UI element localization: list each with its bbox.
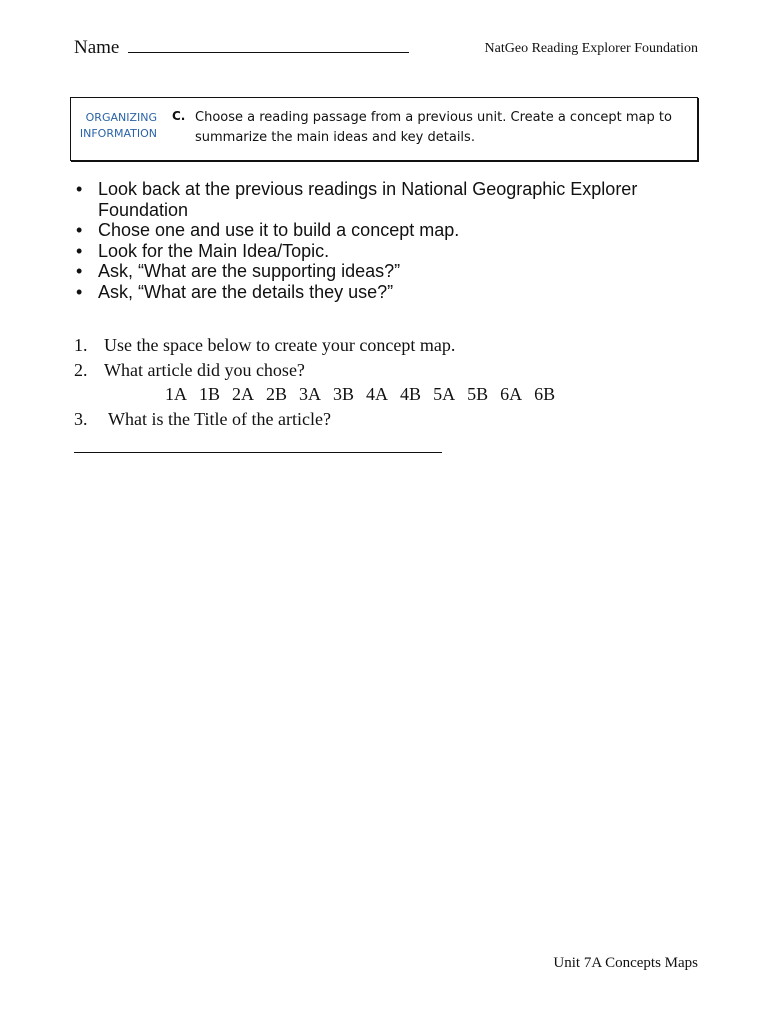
choice-5b[interactable]: 5B xyxy=(467,384,489,404)
question-text: What article did you chose? xyxy=(104,360,305,380)
choice-1b[interactable]: 1B xyxy=(199,384,221,404)
section-letter: C. xyxy=(172,109,186,123)
question-text: What is the Title of the article? xyxy=(108,409,331,429)
question-number: 1. xyxy=(74,335,88,355)
choice-2a[interactable]: 2A xyxy=(232,384,255,404)
bullet-text: Look for the Main Idea/Topic. xyxy=(98,240,330,261)
question-number: 3. xyxy=(74,409,88,429)
page-footer: Unit 7A Concepts Maps xyxy=(553,955,698,971)
bullet-dot-icon: • xyxy=(76,261,83,281)
bullet-text: Ask, “What are the supporting ideas?” xyxy=(98,261,401,281)
question-2 xyxy=(74,360,305,381)
choice-5a[interactable]: 5A xyxy=(433,384,456,404)
bullet-item xyxy=(76,241,716,262)
section-category xyxy=(77,110,157,142)
bullet-dot-icon: • xyxy=(76,179,83,199)
bullet-dot-icon: • xyxy=(76,240,83,261)
name-label: Name xyxy=(74,37,120,58)
title-answer-line[interactable] xyxy=(74,452,442,453)
question-3 xyxy=(74,409,331,430)
bullet-item xyxy=(76,179,716,220)
choice-6b[interactable]: 6B xyxy=(534,384,556,404)
instruction-text: Choose a reading passage from a previous unit. Create a concept map to summarize the main ideas and key details. xyxy=(195,110,672,145)
bullet-item xyxy=(76,220,716,241)
question-1 xyxy=(74,335,455,356)
course-title: NatGeo Reading Explorer Foundation xyxy=(484,41,698,56)
bullet-list xyxy=(76,179,716,302)
choice-3a[interactable]: 3A xyxy=(299,384,322,404)
bullet-dot-icon: • xyxy=(76,220,83,240)
article-choices xyxy=(165,384,555,405)
bullet-item xyxy=(76,282,716,303)
choice-4b[interactable]: 4B xyxy=(400,384,422,404)
question-text: Use the space below to create your concept map. xyxy=(104,335,456,355)
choice-4a[interactable]: 4A xyxy=(366,384,389,404)
name-blank-line[interactable] xyxy=(128,34,409,53)
choice-3b[interactable]: 3B xyxy=(333,384,355,404)
bullet-dot-icon: • xyxy=(76,281,83,302)
name-field xyxy=(74,34,409,59)
choice-6a[interactable]: 6A xyxy=(500,384,523,404)
instruction-box xyxy=(70,97,698,161)
category-line-2: INFORMATION xyxy=(79,127,157,140)
bullet-text: Look back at the previous readings in National Geographic Explorer Foundation xyxy=(98,179,638,220)
question-number: 2. xyxy=(74,360,88,380)
bullet-text: Ask, “What are the details they use?” xyxy=(98,281,394,302)
choice-1a[interactable]: 1A xyxy=(165,384,187,404)
bullet-text: Chose one and use it to build a concept map. xyxy=(98,220,460,240)
bullet-item xyxy=(76,261,716,282)
choice-2b[interactable]: 2B xyxy=(266,384,288,404)
category-line-1: ORGANIZING xyxy=(85,111,157,124)
